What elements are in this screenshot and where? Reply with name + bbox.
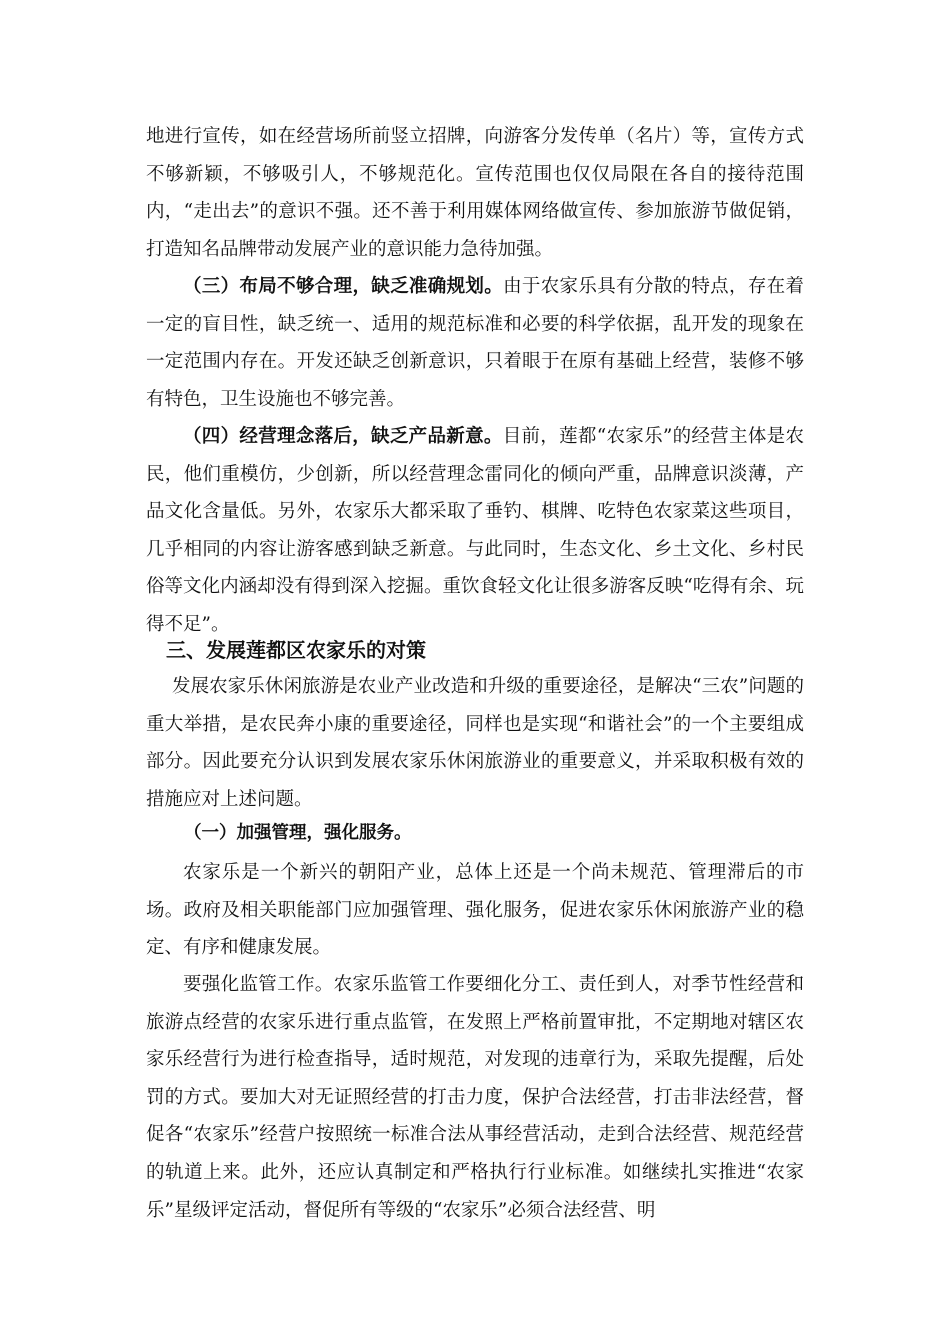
- paragraph-layout-heading: （三）布局不够合理，缺乏准确规划。: [183, 276, 504, 297]
- paragraph-emerging-industry: 农家乐是一个新兴的朝阳产业，总体上还是一个尚未规范、管理滞后的市场。政府及相关职能部门应加强管理、强化服务，促进农家乐休闲旅游产业的稳定、有序和健康发展。: [146, 862, 804, 959]
- paragraph-management-concept: [146, 418, 804, 644]
- paragraph-management-body: 目前，莲都“农家乐”的经营主体是农民，他们重模仿，少创新，所以经营理念雷同化的倾向严重，品牌意识淡薄，产品文化含量低。另外，农家乐大都采取了垂钓、棋牌、吃特色农家菜这些项目，几乎相同的内容让游客感到缺乏新意。与此同时，生态文化、乡土文化、乡村民俗等文化内涵却没有得到深入挖掘。重饮食轻文化让很多游客反映“吃得有余、玩得不足”。: [146, 426, 804, 635]
- paragraph-development-intro: 发展农家乐休闲旅游是农业产业改造和升级的重要途径，是解决“三农”问题的重大举措，是农民奔小康的重要途径，同样也是实现“和谐社会”的一个主要组成部分。因此要充分认识到发展农家乐休闲旅游业的重要意义，并采取积极有效的措施应对上述问题。: [146, 676, 804, 810]
- subsection-heading: （一）加强管理，强化服务。: [184, 823, 412, 843]
- paragraph-promotion: 地进行宣传，如在经营场所前竖立招牌，向游客分发传单（名片）等，宣传方式不够新颖，不够吸引人，不够规范化。宣传范围也仅仅局限在各自的接待范围内，“走出去”的意识不强。还不善于利用媒体网络做宣传、参加旅游节做促销，打造知名品牌带动发展产业的意识能力急待加强。: [146, 126, 804, 260]
- section-heading: 三、发展莲都区农家乐的对策: [166, 638, 426, 662]
- paragraph-management-heading: （四）经营理念落后，缺乏产品新意。: [183, 426, 503, 447]
- paragraph-supervision: 要强化监管工作。农家乐监管工作要细化分工、责任到人，对季节性经营和旅游点经营的农家乐进行重点监管，在发照上严格前置审批，不定期地对辖区农家乐经营行为进行检查指导，适时规范，对发现的违章行为，采取先提醒，后处罚的方式。要加大对无证照经营的打击力度，保护合法经营，打击非法经营，督促各“农家乐”经营户按照统一标准合法从事经营活动，走到合法经营、规范经营的轨道上来。此外，还应认真制定和严格执行行业标准。如继续扎实推进“农家乐”星级评定活动，督促所有等级的“农家乐”必须合法经营、明: [146, 974, 804, 1221]
- paragraph-layout: [146, 268, 804, 418]
- paragraph-layout-body: 由于农家乐具有分散的特点，存在着一定的盲目性，缺乏统一、适用的规范标准和必要的科学依据，乱开发的现象在一定范围内存在。开发还缺乏创新意识，只着眼于在原有基础上经营，装修不够有特色，卫生设施也不够完善。: [146, 276, 804, 410]
